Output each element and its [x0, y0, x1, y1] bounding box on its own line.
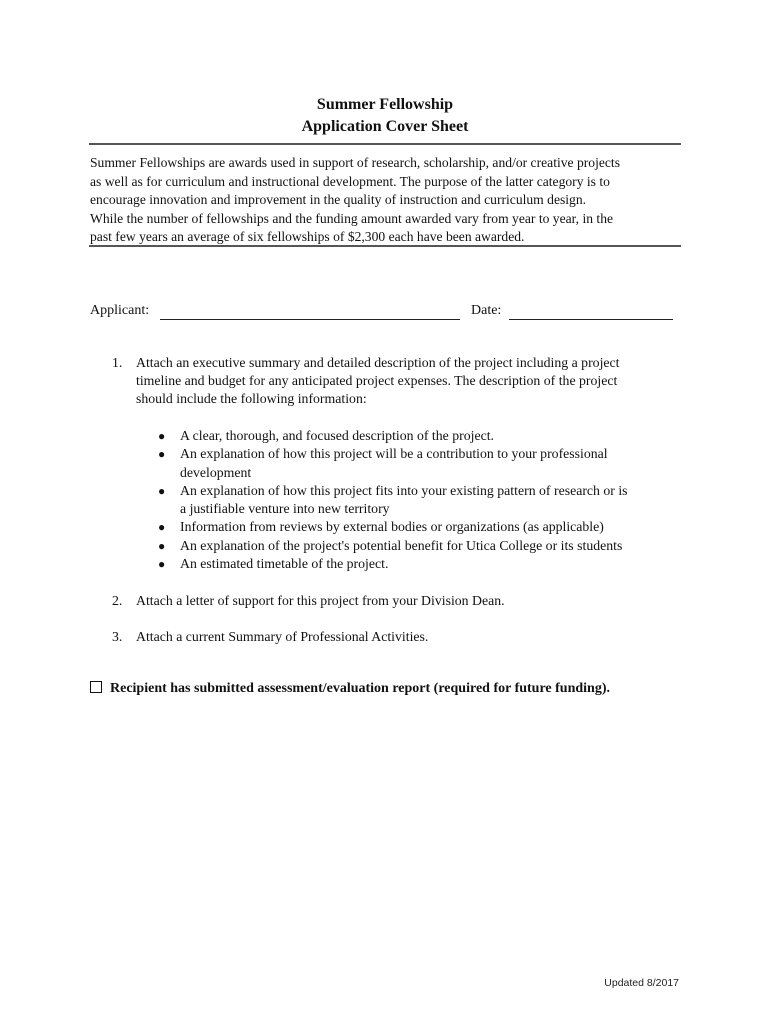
- intro-line: as well as for curriculum and instructional development. The purpose of the latter category is to: [90, 173, 610, 189]
- item-text: [136, 354, 619, 408]
- bullet-item: [158, 482, 628, 519]
- item-number: 2.: [112, 593, 123, 608]
- document-title: Summer Fellowship: [316, 96, 454, 113]
- intro-line: Summer Fellowships are awards used in support of research, scholarship, and/or creative projects: [90, 155, 621, 170]
- document-subtitle: Application Cover Sheet: [301, 118, 469, 135]
- recipient-checkbox-row: [90, 681, 610, 697]
- bullet-icon: ●: [158, 557, 166, 572]
- item-number: 3.: [112, 629, 123, 644]
- item-line: Attach a letter of support for this project from your Division Dean.: [136, 593, 505, 608]
- bullet-icon: ●: [158, 538, 166, 553]
- bullet-icon: ●: [158, 447, 166, 462]
- intro-paragraph: [90, 154, 690, 247]
- item-line: should include the following information:: [136, 391, 367, 406]
- bullet-line: An explanation of how this project will be a contribution to your professional: [180, 446, 608, 462]
- date-field[interactable]: [509, 303, 673, 320]
- top-divider: [89, 143, 681, 145]
- bullet-line: A clear, thorough, and focused description of the project.: [180, 428, 494, 443]
- bullet-icon: ●: [158, 520, 166, 535]
- item-line: Attach a current Summary of Professional Activities.: [136, 629, 429, 644]
- date-label: Date:: [471, 303, 502, 318]
- bullet-line: An explanation of the project's potential benefit for Utica College or its students: [180, 537, 623, 553]
- bullet-line: An estimated timetable of the project.: [180, 556, 389, 572]
- bullet-line: Information from reviews by external bodies or organizations (as applicable): [180, 519, 604, 535]
- bullet-item: [158, 518, 628, 536]
- intro-line: encourage innovation and improvement in the quality of instruction and curriculum design.: [90, 192, 587, 208]
- item-text: [136, 592, 505, 610]
- applicant-row: [90, 303, 690, 323]
- bullet-icon: ●: [158, 483, 166, 498]
- updated-date: Updated 8/2017: [604, 977, 679, 989]
- item-line: timeline and budget for any anticipated project expenses. The description of the project: [136, 373, 618, 388]
- recipient-checkbox-label: Recipient has submitted assessment/evaluation report (required for future funding).: [110, 681, 610, 696]
- item-number: 1.: [112, 355, 123, 370]
- item-line: Attach an executive summary and detailed description of the project including a project: [136, 355, 620, 370]
- bullet-line: development: [180, 464, 252, 480]
- item-text: [136, 628, 428, 646]
- bullet-item: [158, 537, 628, 555]
- intro-line: past few years an average of six fellowships of $2,300 each have been awarded.: [90, 229, 525, 245]
- checkbox-icon[interactable]: [90, 681, 102, 693]
- bullet-icon: ●: [158, 429, 166, 443]
- applicant-label: Applicant:: [90, 303, 150, 318]
- bullet-item: [158, 555, 628, 573]
- bullet-list: [158, 427, 628, 573]
- bullet-item: [158, 445, 628, 482]
- bullet-item: [158, 427, 628, 445]
- bottom-divider: [89, 245, 681, 247]
- bullet-line: a justifiable venture into new territory: [180, 501, 390, 517]
- intro-line: While the number of fellowships and the funding amount awarded vary from year to year, in the: [90, 210, 614, 226]
- bullet-line: An explanation of how this project fits into your existing pattern of research or is: [180, 482, 628, 498]
- applicant-field[interactable]: [160, 303, 460, 320]
